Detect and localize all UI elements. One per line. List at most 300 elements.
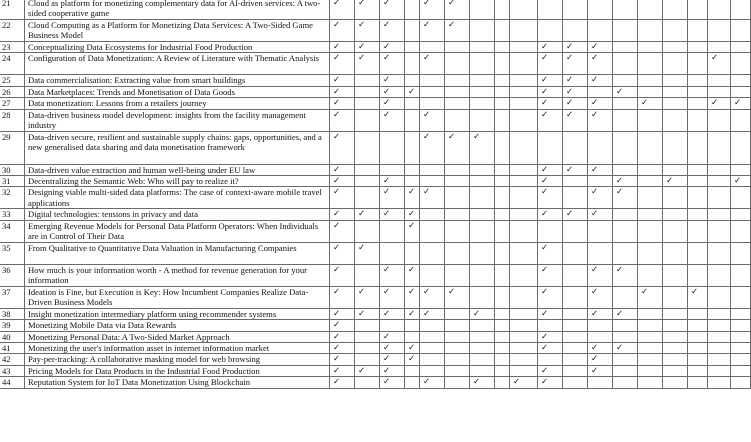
empty-cell bbox=[445, 42, 470, 53]
empty-cell bbox=[731, 53, 751, 75]
row-number: 21 bbox=[0, 0, 25, 20]
empty-cell bbox=[731, 286, 751, 308]
checkmark-cell: ✓ bbox=[355, 365, 380, 376]
empty-cell bbox=[420, 242, 445, 264]
empty-cell bbox=[495, 42, 510, 53]
empty-cell bbox=[613, 0, 638, 20]
checkmark-cell: ✓ bbox=[538, 86, 563, 97]
table-row bbox=[0, 20, 751, 42]
empty-cell bbox=[688, 320, 708, 331]
empty-cell bbox=[495, 209, 510, 220]
empty-cell bbox=[613, 42, 638, 53]
checkmark-cell: ✓ bbox=[470, 377, 495, 388]
checkmark-cell: ✓ bbox=[330, 242, 355, 264]
empty-cell bbox=[563, 354, 588, 365]
empty-cell bbox=[355, 343, 380, 354]
empty-cell bbox=[731, 0, 751, 20]
empty-cell bbox=[445, 320, 470, 331]
empty-cell bbox=[445, 308, 470, 319]
checkmark-cell: ✓ bbox=[563, 75, 588, 86]
empty-cell bbox=[663, 75, 688, 86]
empty-cell bbox=[708, 109, 731, 131]
empty-cell bbox=[663, 264, 688, 286]
checkmark-cell: ✓ bbox=[470, 131, 495, 164]
row-number: 29 bbox=[0, 131, 25, 164]
checkmark-cell: ✓ bbox=[405, 220, 420, 242]
empty-cell bbox=[470, 354, 495, 365]
checkmark-cell: ✓ bbox=[380, 286, 405, 308]
checkmark-cell: ✓ bbox=[588, 365, 613, 376]
paper-title: Monetizing Mobile Data via Data Rewards bbox=[25, 320, 330, 331]
empty-cell bbox=[420, 320, 445, 331]
empty-cell bbox=[688, 331, 708, 342]
empty-cell bbox=[405, 176, 420, 187]
empty-cell bbox=[355, 98, 380, 109]
empty-cell bbox=[708, 42, 731, 53]
empty-cell bbox=[405, 53, 420, 75]
empty-cell bbox=[420, 164, 445, 175]
checkmark-cell: ✓ bbox=[380, 377, 405, 388]
empty-cell bbox=[470, 220, 495, 242]
empty-cell bbox=[495, 331, 510, 342]
empty-cell bbox=[563, 0, 588, 20]
paper-title: Data Marketplaces: Trends and Monetisation of Data Goods bbox=[25, 86, 330, 97]
checkmark-cell: ✓ bbox=[405, 264, 420, 286]
checkmark-cell: ✓ bbox=[538, 53, 563, 75]
empty-cell bbox=[470, 264, 495, 286]
checkmark-cell: ✓ bbox=[380, 264, 405, 286]
empty-cell bbox=[470, 176, 495, 187]
checkmark-cell: ✓ bbox=[538, 242, 563, 264]
checkmark-cell: ✓ bbox=[420, 20, 445, 42]
empty-cell bbox=[495, 220, 510, 242]
table-row bbox=[0, 131, 751, 164]
empty-cell bbox=[405, 320, 420, 331]
empty-cell bbox=[688, 20, 708, 42]
checkmark-cell: ✓ bbox=[538, 308, 563, 319]
empty-cell bbox=[420, 343, 445, 354]
empty-cell bbox=[688, 209, 708, 220]
empty-cell bbox=[563, 308, 588, 319]
empty-cell bbox=[731, 242, 751, 264]
empty-cell bbox=[355, 264, 380, 286]
checkmark-cell: ✓ bbox=[330, 164, 355, 175]
table-row bbox=[0, 187, 751, 209]
checkmark-cell: ✓ bbox=[420, 286, 445, 308]
empty-cell bbox=[445, 86, 470, 97]
checkmark-cell: ✓ bbox=[563, 86, 588, 97]
empty-cell bbox=[663, 331, 688, 342]
empty-cell bbox=[588, 86, 613, 97]
row-number: 24 bbox=[0, 53, 25, 75]
empty-cell bbox=[638, 131, 663, 164]
empty-cell bbox=[731, 75, 751, 86]
checkmark-cell: ✓ bbox=[405, 86, 420, 97]
empty-cell bbox=[588, 131, 613, 164]
row-number: 42 bbox=[0, 354, 25, 365]
checkmark-cell: ✓ bbox=[380, 53, 405, 75]
empty-cell bbox=[708, 0, 731, 20]
paper-title: How much is your information worth - A method for revenue generation for your information bbox=[25, 264, 330, 286]
empty-cell bbox=[613, 320, 638, 331]
empty-cell bbox=[355, 75, 380, 86]
empty-cell bbox=[663, 209, 688, 220]
empty-cell bbox=[445, 343, 470, 354]
checkmark-cell: ✓ bbox=[588, 343, 613, 354]
row-number: 33 bbox=[0, 209, 25, 220]
row-number: 32 bbox=[0, 187, 25, 209]
empty-cell bbox=[495, 264, 510, 286]
empty-cell bbox=[445, 53, 470, 75]
table-row bbox=[0, 53, 751, 75]
empty-cell bbox=[470, 86, 495, 97]
empty-cell bbox=[510, 42, 538, 53]
empty-cell bbox=[495, 131, 510, 164]
empty-cell bbox=[445, 331, 470, 342]
empty-cell bbox=[510, 164, 538, 175]
empty-cell bbox=[420, 365, 445, 376]
checkmark-cell: ✓ bbox=[445, 0, 470, 20]
empty-cell bbox=[510, 131, 538, 164]
empty-cell bbox=[708, 164, 731, 175]
paper-title: Monetizing Personal Data: A Two-Sided Market Approach bbox=[25, 331, 330, 342]
empty-cell bbox=[495, 86, 510, 97]
empty-cell bbox=[355, 176, 380, 187]
empty-cell bbox=[663, 98, 688, 109]
checkmark-cell: ✓ bbox=[538, 264, 563, 286]
empty-cell bbox=[708, 264, 731, 286]
checkmark-cell: ✓ bbox=[588, 209, 613, 220]
empty-cell bbox=[708, 242, 731, 264]
empty-cell bbox=[405, 42, 420, 53]
empty-cell bbox=[663, 86, 688, 97]
empty-cell bbox=[613, 331, 638, 342]
checkmark-cell: ✓ bbox=[538, 98, 563, 109]
empty-cell bbox=[563, 365, 588, 376]
checkmark-cell: ✓ bbox=[538, 209, 563, 220]
checkmark-cell: ✓ bbox=[330, 286, 355, 308]
checkmark-cell: ✓ bbox=[380, 20, 405, 42]
empty-cell bbox=[638, 242, 663, 264]
empty-cell bbox=[420, 209, 445, 220]
checkmark-cell: ✓ bbox=[613, 308, 638, 319]
empty-cell bbox=[588, 320, 613, 331]
empty-cell bbox=[445, 209, 470, 220]
empty-cell bbox=[510, 109, 538, 131]
empty-cell bbox=[563, 187, 588, 209]
table-row bbox=[0, 109, 751, 131]
checkmark-cell: ✓ bbox=[563, 109, 588, 131]
checkmark-cell: ✓ bbox=[420, 0, 445, 20]
checkmark-cell: ✓ bbox=[420, 109, 445, 131]
empty-cell bbox=[495, 365, 510, 376]
checkmark-cell: ✓ bbox=[330, 220, 355, 242]
checkmark-cell: ✓ bbox=[470, 308, 495, 319]
empty-cell bbox=[588, 176, 613, 187]
table-row bbox=[0, 42, 751, 53]
empty-cell bbox=[563, 343, 588, 354]
paper-title: Data monetization: Lessons from a retailers journey bbox=[25, 98, 330, 109]
empty-cell bbox=[688, 53, 708, 75]
empty-cell bbox=[470, 286, 495, 308]
empty-cell bbox=[495, 242, 510, 264]
empty-cell bbox=[663, 308, 688, 319]
empty-cell bbox=[405, 242, 420, 264]
empty-cell bbox=[420, 42, 445, 53]
empty-cell bbox=[688, 242, 708, 264]
checkmark-cell: ✓ bbox=[563, 209, 588, 220]
empty-cell bbox=[563, 131, 588, 164]
empty-cell bbox=[638, 75, 663, 86]
empty-cell bbox=[613, 109, 638, 131]
checkmark-cell: ✓ bbox=[405, 286, 420, 308]
empty-cell bbox=[420, 176, 445, 187]
table-row bbox=[0, 209, 751, 220]
empty-cell bbox=[708, 365, 731, 376]
checkmark-cell: ✓ bbox=[330, 98, 355, 109]
empty-cell bbox=[688, 75, 708, 86]
table-row bbox=[0, 308, 751, 319]
row-number: 28 bbox=[0, 109, 25, 131]
empty-cell bbox=[588, 220, 613, 242]
empty-cell bbox=[613, 164, 638, 175]
checkmark-cell: ✓ bbox=[330, 176, 355, 187]
empty-cell bbox=[663, 131, 688, 164]
empty-cell bbox=[405, 0, 420, 20]
checkmark-cell: ✓ bbox=[538, 377, 563, 388]
empty-cell bbox=[355, 131, 380, 164]
checkmark-cell: ✓ bbox=[330, 320, 355, 331]
empty-cell bbox=[638, 365, 663, 376]
checkmark-cell: ✓ bbox=[330, 365, 355, 376]
empty-cell bbox=[731, 209, 751, 220]
empty-cell bbox=[470, 343, 495, 354]
empty-cell bbox=[708, 176, 731, 187]
empty-cell bbox=[731, 264, 751, 286]
checkmark-cell: ✓ bbox=[588, 354, 613, 365]
empty-cell bbox=[405, 365, 420, 376]
paper-title: Designing viable multi-sided data platforms: The case of context-aware mobile travel applications bbox=[25, 187, 330, 209]
empty-cell bbox=[688, 365, 708, 376]
empty-cell bbox=[510, 220, 538, 242]
empty-cell bbox=[405, 131, 420, 164]
table-row bbox=[0, 164, 751, 175]
table-row bbox=[0, 343, 751, 354]
checkmark-cell: ✓ bbox=[380, 365, 405, 376]
empty-cell bbox=[445, 365, 470, 376]
empty-cell bbox=[420, 75, 445, 86]
empty-cell bbox=[688, 264, 708, 286]
empty-cell bbox=[688, 343, 708, 354]
empty-cell bbox=[470, 75, 495, 86]
checkmark-cell: ✓ bbox=[731, 176, 751, 187]
empty-cell bbox=[663, 242, 688, 264]
empty-cell bbox=[510, 365, 538, 376]
checkmark-cell: ✓ bbox=[538, 286, 563, 308]
checkmark-cell: ✓ bbox=[538, 164, 563, 175]
empty-cell bbox=[495, 0, 510, 20]
checkmark-cell: ✓ bbox=[380, 98, 405, 109]
checkmark-cell: ✓ bbox=[538, 42, 563, 53]
empty-cell bbox=[510, 242, 538, 264]
checkmark-cell: ✓ bbox=[613, 86, 638, 97]
empty-cell bbox=[588, 377, 613, 388]
checkmark-cell: ✓ bbox=[330, 308, 355, 319]
empty-cell bbox=[708, 286, 731, 308]
checkmark-cell: ✓ bbox=[355, 286, 380, 308]
empty-cell bbox=[688, 164, 708, 175]
empty-cell bbox=[708, 320, 731, 331]
empty-cell bbox=[380, 220, 405, 242]
empty-cell bbox=[688, 86, 708, 97]
empty-cell bbox=[638, 220, 663, 242]
checkmark-cell: ✓ bbox=[613, 343, 638, 354]
empty-cell bbox=[708, 308, 731, 319]
empty-cell bbox=[420, 98, 445, 109]
empty-cell bbox=[355, 86, 380, 97]
empty-cell bbox=[663, 220, 688, 242]
checkmark-cell: ✓ bbox=[588, 53, 613, 75]
empty-cell bbox=[445, 176, 470, 187]
empty-cell bbox=[688, 377, 708, 388]
empty-cell bbox=[638, 377, 663, 388]
empty-cell bbox=[495, 286, 510, 308]
table-row bbox=[0, 264, 751, 286]
table-row bbox=[0, 365, 751, 376]
empty-cell bbox=[510, 187, 538, 209]
table-row bbox=[0, 86, 751, 97]
checkmark-cell: ✓ bbox=[380, 42, 405, 53]
paper-title: Configuration of Data Monetization: A Review of Literature with Thematic Analysis bbox=[25, 53, 330, 75]
checkmark-cell: ✓ bbox=[420, 53, 445, 75]
checkmark-cell: ✓ bbox=[330, 53, 355, 75]
empty-cell bbox=[538, 354, 563, 365]
checkmark-cell: ✓ bbox=[563, 42, 588, 53]
empty-cell bbox=[638, 187, 663, 209]
empty-cell bbox=[731, 331, 751, 342]
checkmark-cell: ✓ bbox=[445, 286, 470, 308]
empty-cell bbox=[355, 331, 380, 342]
empty-cell bbox=[470, 187, 495, 209]
checkmark-cell: ✓ bbox=[330, 187, 355, 209]
empty-cell bbox=[470, 42, 495, 53]
table-row bbox=[0, 320, 751, 331]
empty-cell bbox=[663, 109, 688, 131]
checkmark-cell: ✓ bbox=[405, 209, 420, 220]
empty-cell bbox=[638, 164, 663, 175]
checkmark-cell: ✓ bbox=[563, 164, 588, 175]
empty-cell bbox=[638, 308, 663, 319]
empty-cell bbox=[405, 98, 420, 109]
empty-cell bbox=[445, 264, 470, 286]
checkmark-cell: ✓ bbox=[563, 98, 588, 109]
row-number: 38 bbox=[0, 308, 25, 319]
row-number: 43 bbox=[0, 365, 25, 376]
checkmark-cell: ✓ bbox=[638, 98, 663, 109]
checkmark-cell: ✓ bbox=[380, 176, 405, 187]
empty-cell bbox=[538, 220, 563, 242]
empty-cell bbox=[708, 354, 731, 365]
empty-cell bbox=[708, 377, 731, 388]
empty-cell bbox=[405, 331, 420, 342]
empty-cell bbox=[731, 354, 751, 365]
empty-cell bbox=[495, 176, 510, 187]
empty-cell bbox=[405, 377, 420, 388]
empty-cell bbox=[380, 164, 405, 175]
checkmark-cell: ✓ bbox=[405, 187, 420, 209]
empty-cell bbox=[613, 242, 638, 264]
empty-cell bbox=[663, 377, 688, 388]
empty-cell bbox=[355, 354, 380, 365]
checkmark-cell: ✓ bbox=[355, 242, 380, 264]
checkmark-cell: ✓ bbox=[355, 42, 380, 53]
checkmark-cell: ✓ bbox=[405, 354, 420, 365]
checkmark-cell: ✓ bbox=[330, 20, 355, 42]
empty-cell bbox=[663, 365, 688, 376]
checkmark-cell: ✓ bbox=[330, 109, 355, 131]
empty-cell bbox=[563, 286, 588, 308]
checkmark-cell: ✓ bbox=[405, 343, 420, 354]
empty-cell bbox=[563, 331, 588, 342]
checkmark-cell: ✓ bbox=[538, 343, 563, 354]
empty-cell bbox=[510, 176, 538, 187]
row-number: 36 bbox=[0, 264, 25, 286]
checkmark-cell: ✓ bbox=[330, 75, 355, 86]
checkmark-cell: ✓ bbox=[510, 377, 538, 388]
empty-cell bbox=[405, 164, 420, 175]
empty-cell bbox=[563, 264, 588, 286]
checkmark-cell: ✓ bbox=[420, 187, 445, 209]
empty-cell bbox=[708, 75, 731, 86]
checkmark-cell: ✓ bbox=[588, 98, 613, 109]
empty-cell bbox=[495, 187, 510, 209]
paper-title: Emerging Revenue Models for Personal Data Platform Operators: When Individuals are in Control of Their Data bbox=[25, 220, 330, 242]
empty-cell bbox=[708, 343, 731, 354]
checkmark-cell: ✓ bbox=[330, 131, 355, 164]
empty-cell bbox=[731, 343, 751, 354]
checkmark-cell: ✓ bbox=[355, 0, 380, 20]
empty-cell bbox=[663, 354, 688, 365]
empty-cell bbox=[638, 0, 663, 20]
empty-cell bbox=[445, 220, 470, 242]
empty-cell bbox=[510, 343, 538, 354]
empty-cell bbox=[731, 42, 751, 53]
empty-cell bbox=[405, 109, 420, 131]
empty-cell bbox=[510, 53, 538, 75]
checkmark-cell: ✓ bbox=[380, 86, 405, 97]
empty-cell bbox=[563, 377, 588, 388]
checkmark-cell: ✓ bbox=[445, 20, 470, 42]
empty-cell bbox=[638, 176, 663, 187]
checkmark-cell: ✓ bbox=[538, 176, 563, 187]
empty-cell bbox=[355, 320, 380, 331]
empty-cell bbox=[495, 109, 510, 131]
checkmark-cell: ✓ bbox=[588, 75, 613, 86]
paper-title: Pricing Models for Data Products in the Industrial Food Production bbox=[25, 365, 330, 376]
empty-cell bbox=[470, 331, 495, 342]
paper-title: Reputation System for IoT Data Monetization Using Blockchain bbox=[25, 377, 330, 388]
empty-cell bbox=[445, 377, 470, 388]
empty-cell bbox=[588, 20, 613, 42]
empty-cell bbox=[638, 354, 663, 365]
empty-cell bbox=[708, 220, 731, 242]
empty-cell bbox=[731, 187, 751, 209]
table-row bbox=[0, 331, 751, 342]
empty-cell bbox=[420, 354, 445, 365]
empty-cell bbox=[613, 377, 638, 388]
empty-cell bbox=[663, 20, 688, 42]
checkmark-cell: ✓ bbox=[355, 308, 380, 319]
